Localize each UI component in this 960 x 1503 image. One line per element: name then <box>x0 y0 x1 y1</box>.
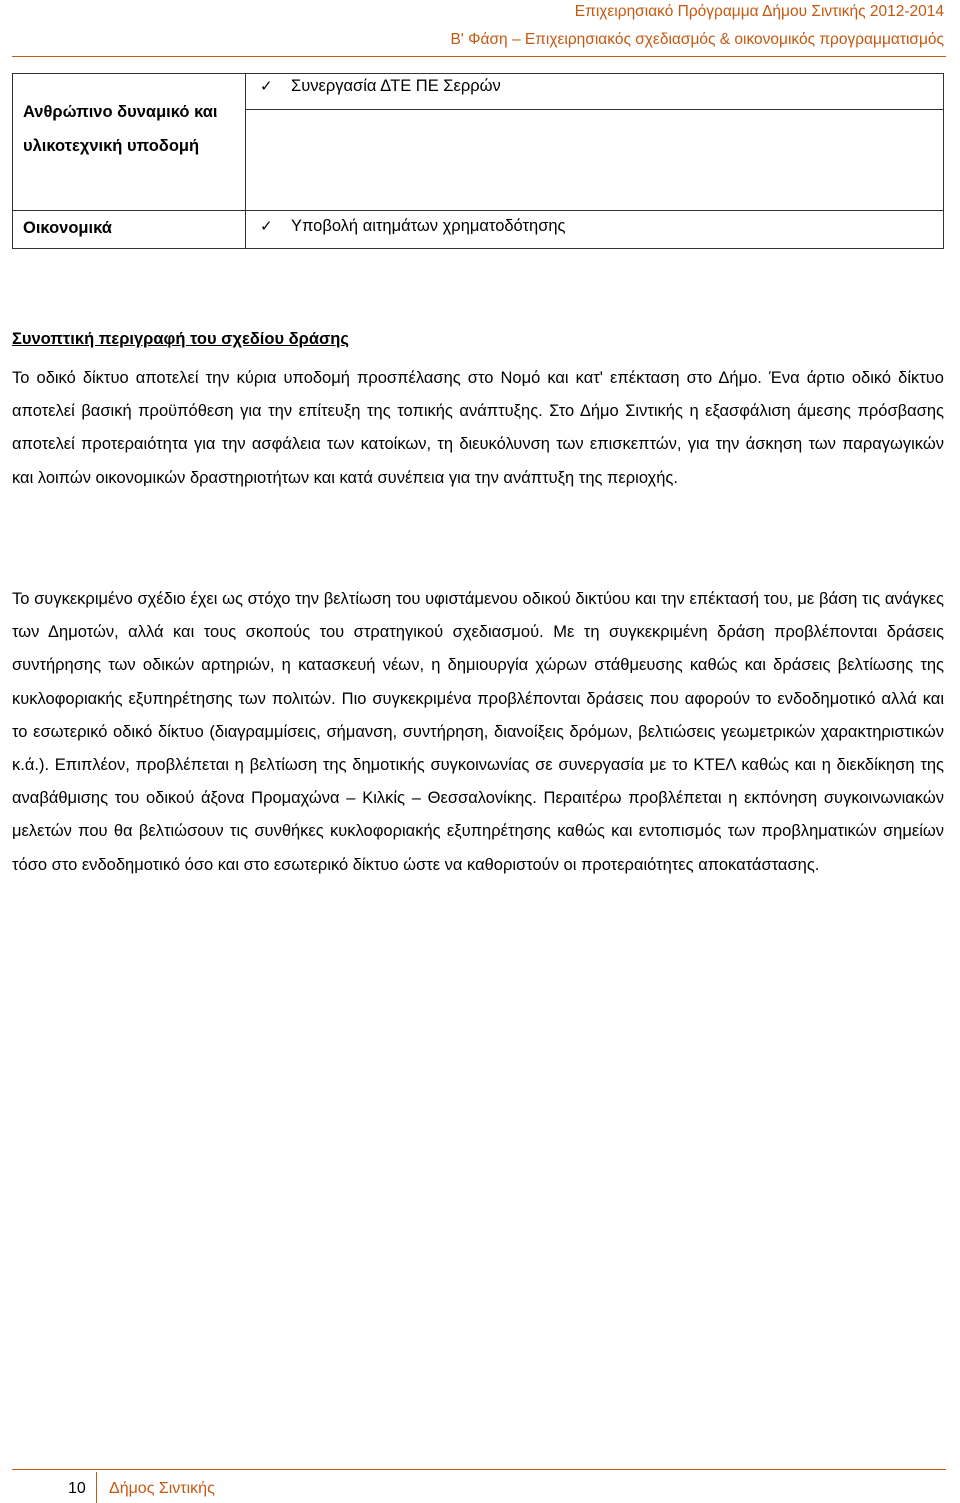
table-empty-cell <box>246 110 944 211</box>
table-row <box>13 74 944 110</box>
table-label-cell <box>13 211 246 249</box>
table-item: Συνεργασία ΔΤΕ ΠΕ Σερρών <box>291 77 501 95</box>
table-item-cell <box>246 74 944 110</box>
checkmark-icon: ✓ <box>260 218 273 235</box>
table-label: Οικονομικά <box>23 219 112 237</box>
table-label-cell <box>13 74 246 211</box>
footer-separator <box>96 1472 97 1503</box>
footer-municipality: Δήμος Σιντικής <box>109 1480 215 1497</box>
header-divider <box>12 56 946 57</box>
table-label: Ανθρώπινο δυναμικό και υλικοτεχνική υποδομή <box>23 103 218 155</box>
table-item-cell <box>246 211 944 249</box>
footer-divider <box>12 1469 946 1470</box>
actions-table <box>12 73 944 249</box>
section-title: Συνοπτική περιγραφή του σχεδίου δράσης <box>12 330 349 348</box>
paragraph-1: Το οδικό δίκτυο αποτελεί την κύρια υποδομή προσπέλασης στο Νομό και κατ' επέκταση στο Δήμο. Ένα άρτιο οδικό δίκτυο αποτελεί βασική προϋπόθεση για την επίτευξη της τοπικής ανάπτυξης. Στο Δήμο Σιντικής η εξασφάλιση άμεσης πρόσβασης αποτελεί προτεραιότητα για την ασφάλεια των κατοίκων, τη διευκόλυνση των επισκεπτών, για την άσκηση των παραγωγικών και λοιπών οικονομικών δραστηριοτήτων και κατά συνέπεια για την ανάπτυξη της περιοχής. <box>12 369 944 487</box>
paragraph-2: Το συγκεκριμένο σχέδιο έχει ως στόχο την βελτίωση του υφιστάμενου οδικού δικτύου και την επέκτασή του, με βάση τις ανάγκες των Δημοτών, αλλά και τους σκοπούς του στρατηγικού σχεδιασμού. Με τη συγκεκριμένη δράση προβλέπονται δράσεις συντήρησης των οδικών αρτηριών, η κατασκευή νέων, η δημιουργία χώρων στάθμευσης καθώς και δράσεις βελτίωσης της κυκλοφοριακής εξυπηρέτησης των πολιτών. Πιο συγκεκριμένα προβλέπονται δράσεις που αφορούν το ενδοδημοτικό αλλά και το εσωτερικό οδικό δίκτυο (διαγραμμίσεις, σήμανση, συντήρηση, διανοίξεις δρόμων, βελτιώσεις γεωμετρικών χαρακτηριστικών κ.ά.). Επιπλέον, προβλέπεται η βελτίωση της δημοτικής συγκοινωνίας σε συνεργασία με το ΚΤΕΛ καθώς και η διεκδίκηση της αναβάθμισης του οδικού άξονα Προμαχώνα – Κιλκίς – Θεσσαλονίκης. Περαιτέρω προβλέπεται η εκπόνηση συγκοινωνιακών μελετών που θα βελτιώσουν τις συνθήκες κυκλοφοριακής εξυπηρέτησης καθώς και εντοπισμός των προβληματικών σημείων τόσο στο ενδοδημοτικό όσο και στο εσωτερικό δίκτυο ώστε να καθοριστούν οι προτεραιότητες αποκατάστασης. <box>12 590 944 874</box>
checkmark-icon: ✓ <box>260 78 273 95</box>
table-row <box>13 211 944 249</box>
header-title: Επιχειρησιακό Πρόγραμμα Δήμου Σιντικής 2012-2014 <box>574 3 944 20</box>
header-subtitle: Β' Φάση – Επιχειρησιακός σχεδιασμός & οικονομικός προγραμματισμός <box>450 31 944 48</box>
table-item: Υποβολή αιτημάτων χρηματοδότησης <box>291 217 566 235</box>
page-number: 10 <box>68 1480 86 1497</box>
